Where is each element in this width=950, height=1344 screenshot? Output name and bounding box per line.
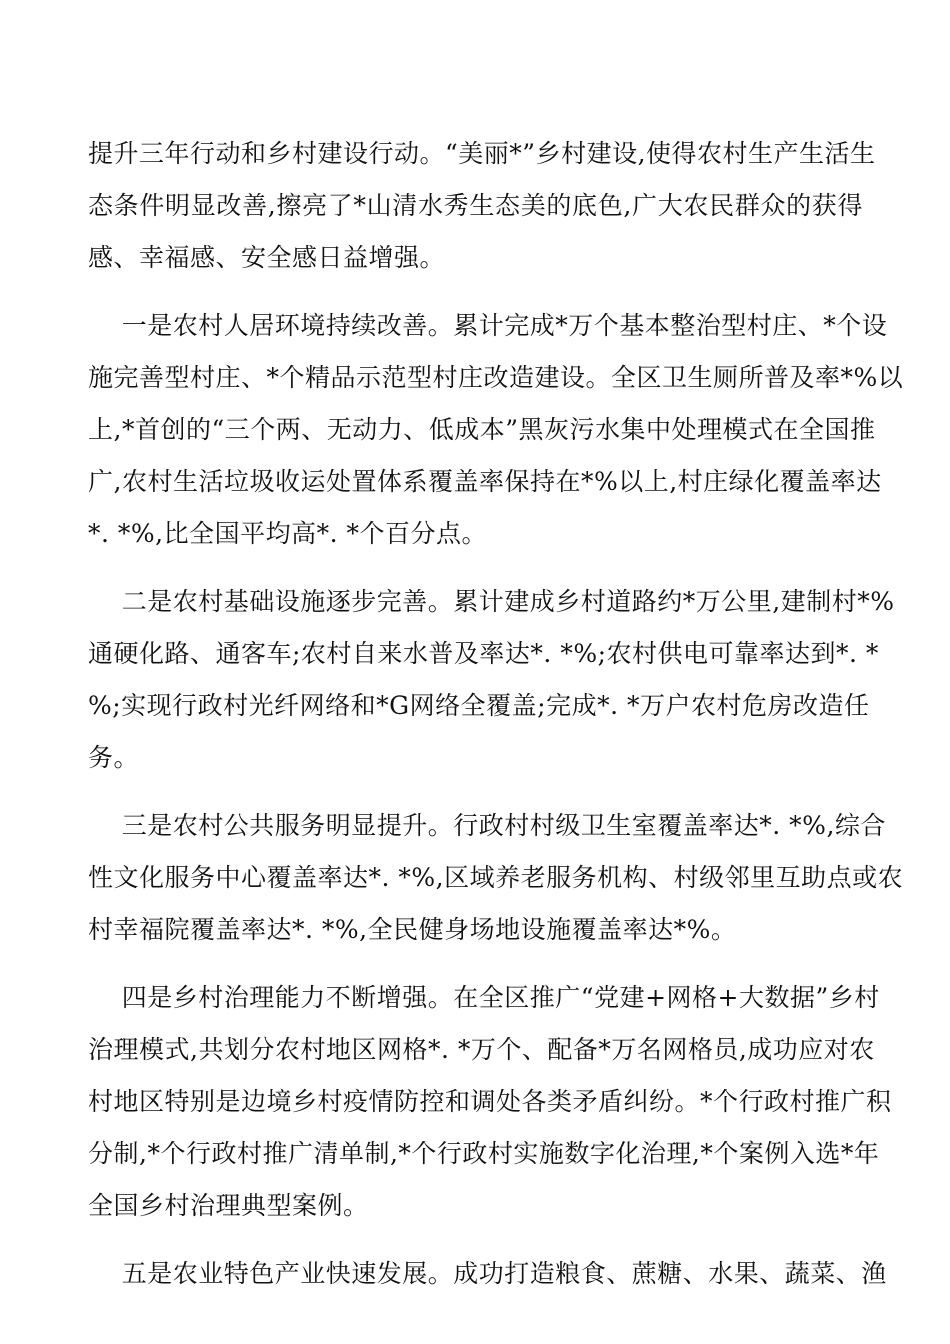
text-line: 二是农村基础设施逐步完善。累计建成乡村道路约*万公里,建制村*%: [88, 587, 895, 616]
document-body: [88, 128, 904, 1300]
text-line: 一是农村人居环境持续改善。累计完成*万个基本整治型村庄、*个设: [88, 311, 888, 340]
text-line: 四是乡村治理能力不断增强。在全区推广“党建+网格+大数据”乡村: [88, 983, 880, 1012]
paragraph-industry: [88, 1248, 887, 1300]
text-line: 全国乡村治理典型案例。: [88, 1191, 369, 1220]
text-line: 施完善型村庄、*个精品示范型村庄改造建设。全区卫生厕所普及率*%以: [88, 363, 904, 392]
text-line: 治理模式,共划分农村地区网格*. *万个、配备*万名网格员,成功应对农: [88, 1035, 875, 1064]
text-line: *. *%,比全国平均高*. *个百分点。: [88, 519, 487, 548]
text-line: 分制,*个行政村推广清单制,*个行政村实施数字化治理,*个案例入选*年: [88, 1139, 880, 1168]
text-line: %;实现行政村光纤网络和*G网络全覆盖;完成*. *万户农村危房改造任: [88, 691, 870, 720]
text-line: 感、幸福感、安全感日益增强。: [88, 243, 446, 272]
text-line: 务。: [88, 743, 140, 772]
paragraph-intro: [88, 128, 876, 284]
text-line: 广,农村生活垃圾收运处置体系覆盖率保持在*%以上,村庄绿化覆盖率达: [88, 467, 882, 496]
text-line: 性文化服务中心覆盖率达*. *%,区域养老服务机构、村级邻里互助点或农: [88, 863, 904, 892]
text-line: 态条件明显改善,擦亮了*山清水秀生态美的底色,广大农民群众的获得: [88, 191, 863, 220]
text-line: 三是农村公共服务明显提升。行政村村级卫生室覆盖率达*. *%,综合: [88, 811, 886, 840]
paragraph-public-services: [88, 800, 904, 956]
text-line: 上,*首创的“三个两、无动力、低成本”黑灰污水集中处理模式在全国推: [88, 415, 876, 444]
paragraph-infrastructure: [88, 576, 895, 784]
text-line: 提升三年行动和乡村建设行动。“美丽*”乡村建设,使得农村生产生活生: [88, 139, 876, 168]
text-line: 村地区特别是边境乡村疫情防控和调处各类矛盾纠纷。*个行政村推广积: [88, 1087, 892, 1116]
text-line: 村幸福院覆盖率达*. *%,全民健身场地设施覆盖率达*%。: [88, 915, 737, 944]
paragraph-governance: [88, 972, 892, 1232]
text-line: 五是农业特色产业快速发展。成功打造粮食、蔗糖、水果、蔬菜、渔: [88, 1259, 887, 1288]
text-line: 通硬化路、通客车;农村自来水普及率达*. *%;农村供电可靠率达到*. *: [88, 639, 879, 668]
paragraph-living-environment: [88, 300, 904, 560]
